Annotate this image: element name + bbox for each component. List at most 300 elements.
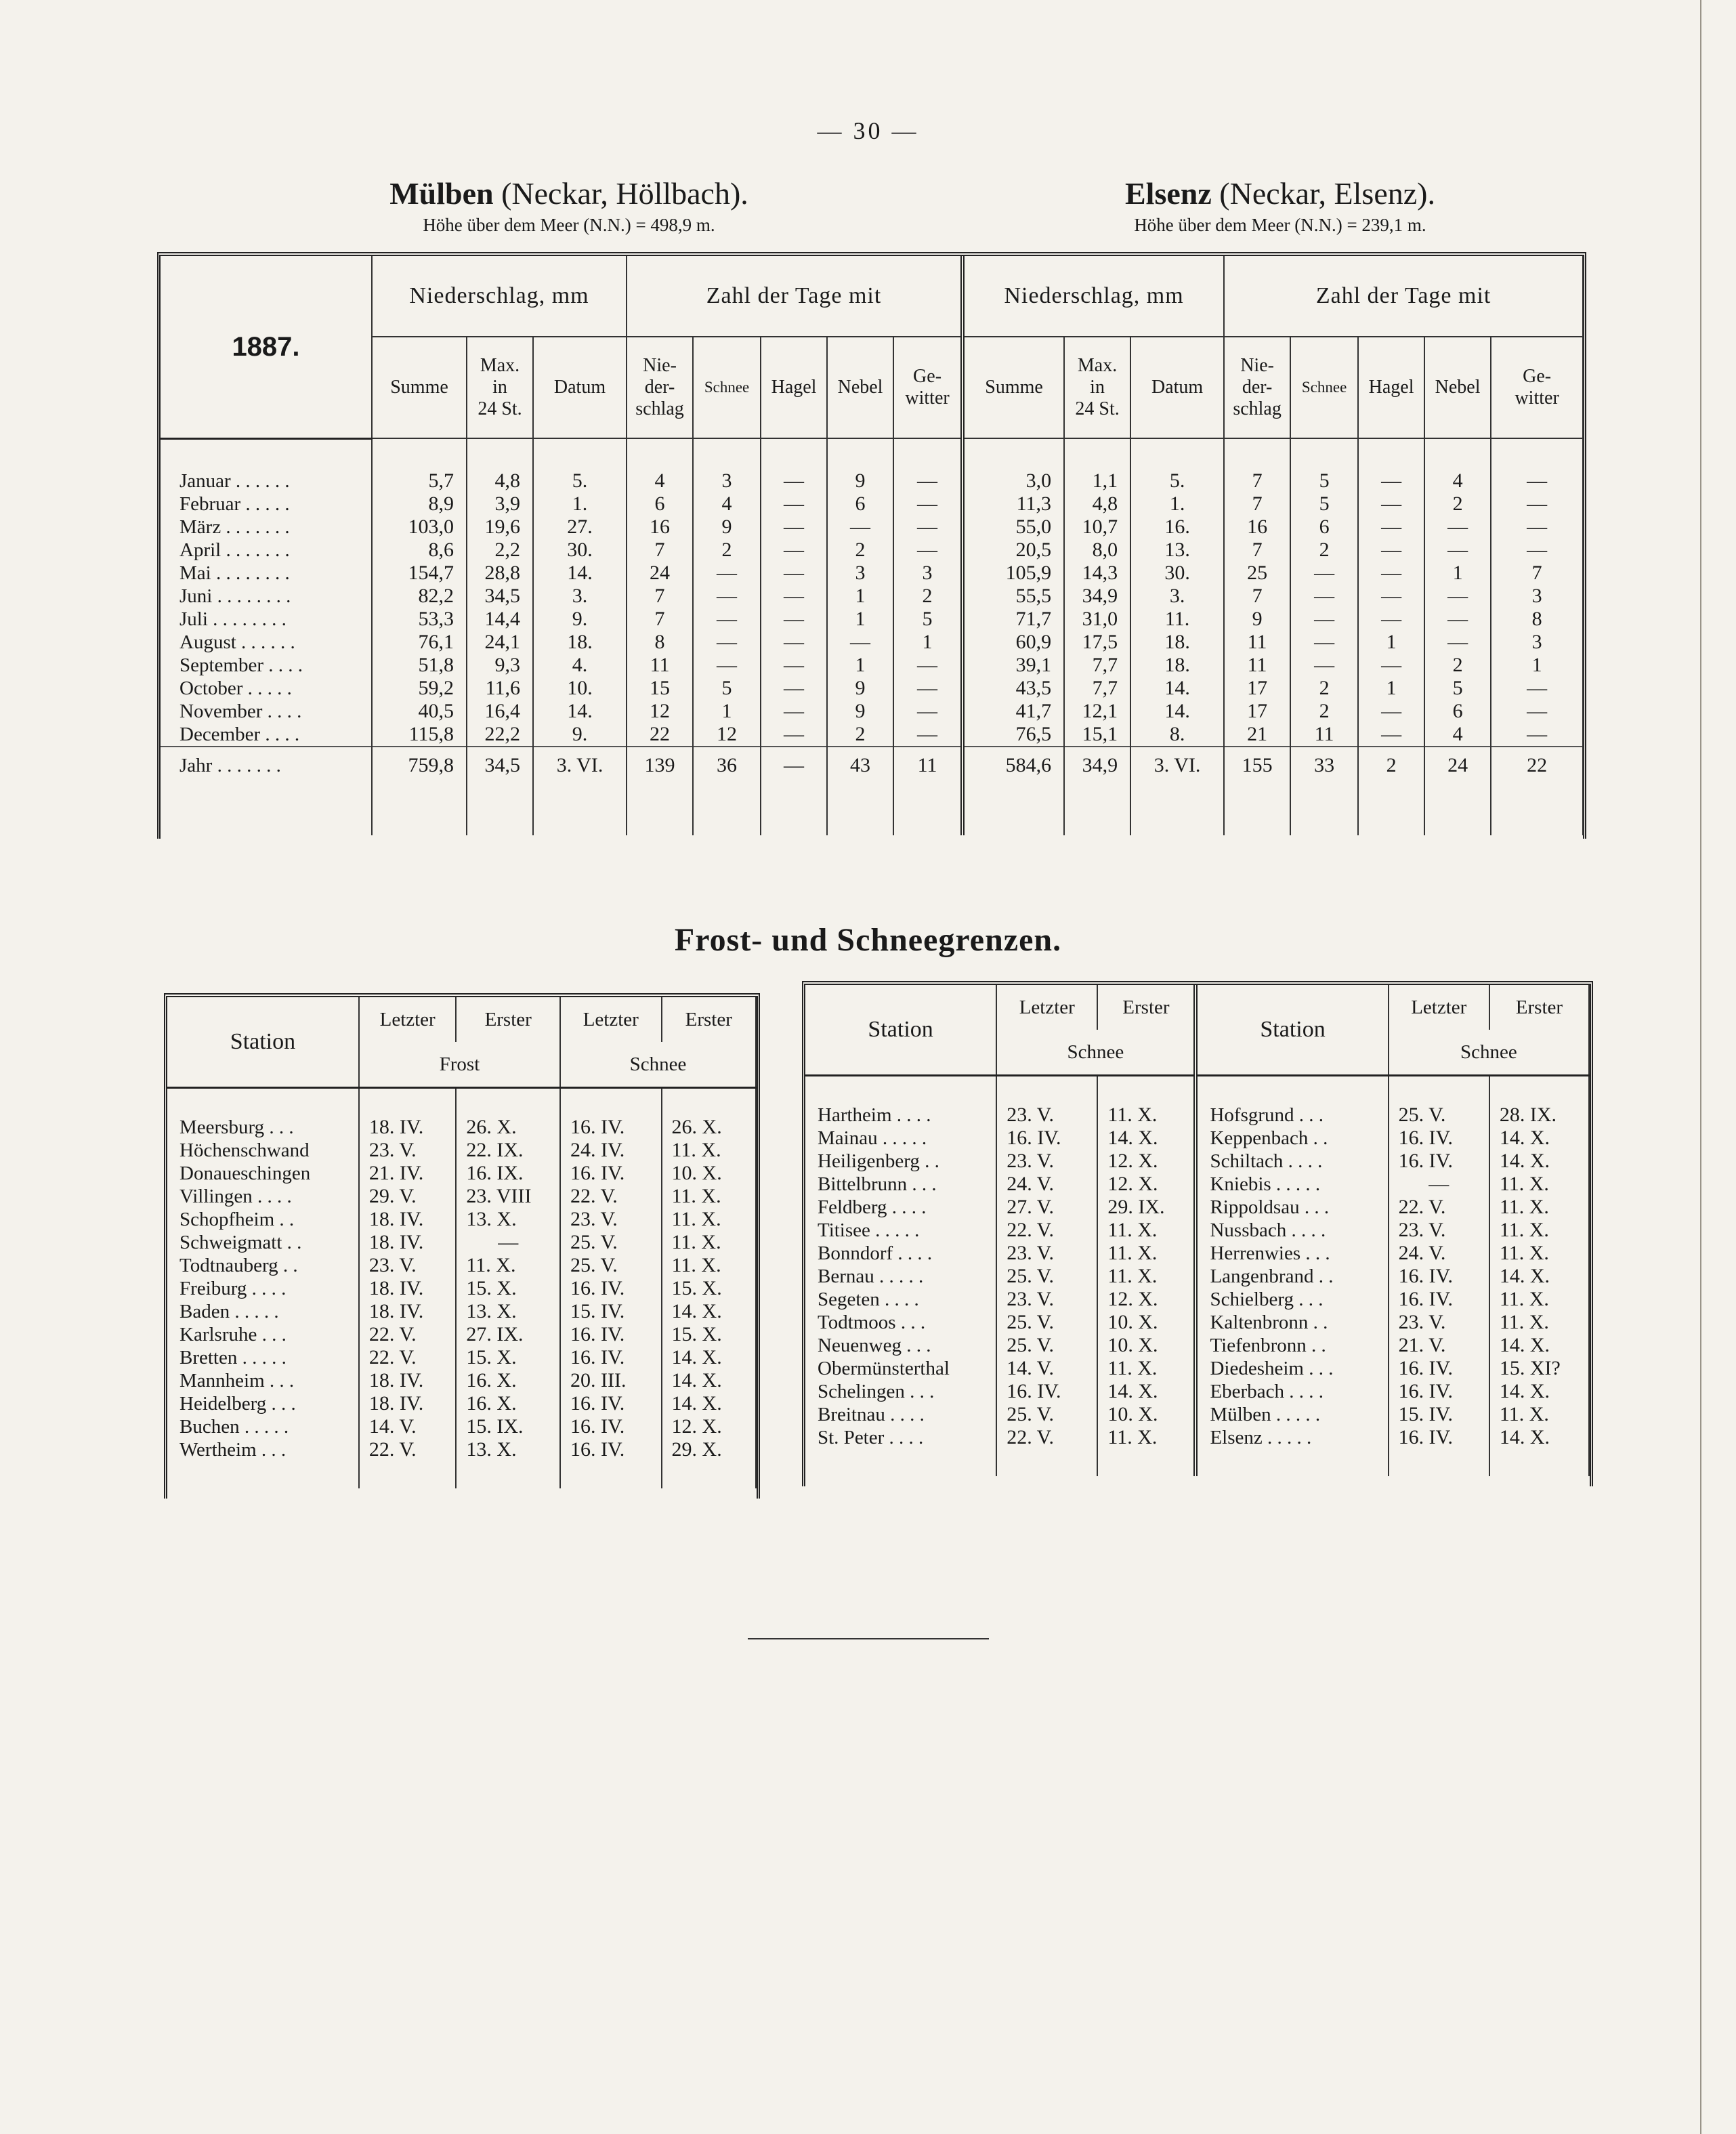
snow-last: 16. IV.	[1389, 1426, 1489, 1449]
cell-gewitter: 3	[1491, 585, 1583, 608]
col-max	[467, 337, 533, 438]
cell-summe: 8,9	[372, 493, 467, 516]
cell-max: 12,1	[1064, 700, 1130, 723]
cell-max: 34,9	[1064, 747, 1130, 784]
cell-niederschlag: 16	[627, 516, 693, 539]
group-days: Zahl der Tage mit	[627, 256, 962, 337]
table-row	[167, 1369, 756, 1392]
spacer-cell	[161, 438, 372, 469]
cell-nebel: 1	[827, 608, 893, 631]
month-label: April . . . . . . .	[161, 539, 372, 562]
col-gew-l2: witter	[905, 388, 950, 409]
table-row	[161, 700, 1583, 723]
cell-niederschlag: 139	[627, 747, 693, 784]
cell-schnee: 4	[693, 493, 761, 516]
cell-summe: 154,7	[372, 562, 467, 585]
cell-max: 17,5	[1064, 631, 1130, 654]
station-name: Mannheim . . .	[167, 1369, 359, 1392]
cell-hagel: —	[761, 516, 827, 539]
cell-hagel: —	[1358, 700, 1424, 723]
col-datum: Datum	[1130, 337, 1224, 438]
station-region: (Neckar, Höllbach).	[501, 176, 748, 211]
col-schnee: Schnee	[1290, 337, 1358, 438]
spacer-cell	[1224, 438, 1290, 469]
frost-first: 23. VIII	[456, 1185, 560, 1208]
table-row	[161, 608, 1583, 631]
station-name: Schiltach . . . .	[1195, 1150, 1388, 1173]
cell-schnee: —	[693, 585, 761, 608]
cell-niederschlag: 22	[627, 723, 693, 747]
spacer-cell	[359, 1088, 456, 1116]
station-name: Schopfheim . .	[167, 1208, 359, 1231]
precipitation-table-frame	[157, 252, 1586, 839]
snow-last: 16. IV.	[560, 1323, 662, 1346]
snow-first: 10. X.	[1097, 1311, 1195, 1334]
spacer-cell	[1064, 784, 1130, 835]
snow-first: 14. X.	[1097, 1380, 1195, 1403]
spacer-cell	[1130, 784, 1224, 835]
table-row	[167, 1415, 756, 1438]
station-name: Bittelbrunn . . .	[805, 1173, 996, 1196]
spacer-cell	[1290, 438, 1358, 469]
cell-gewitter: —	[893, 493, 962, 516]
snow-last: 25. V.	[560, 1254, 662, 1277]
snow-first: 12. X.	[1097, 1288, 1195, 1311]
spacer-cell	[1290, 784, 1358, 835]
cell-gewitter: —	[893, 723, 962, 747]
frost-last: 29. V.	[359, 1185, 456, 1208]
spacer-row	[805, 1076, 1589, 1104]
table-row	[167, 1231, 756, 1254]
station-name: Baden . . . . .	[167, 1300, 359, 1323]
table-row	[805, 1150, 1589, 1173]
station-name: Meersburg . . .	[167, 1116, 359, 1139]
group-precipitation: Niederschlag, mm	[962, 256, 1224, 337]
spacer-cell	[1389, 1449, 1489, 1476]
cell-gewitter: —	[1491, 469, 1583, 493]
cell-nebel: —	[1424, 631, 1491, 654]
cell-summe: 20,5	[962, 539, 1064, 562]
station-name: Hofsgrund . . .	[1195, 1104, 1388, 1127]
cell-max: 16,4	[467, 700, 533, 723]
cell-datum: 14.	[1130, 700, 1224, 723]
spacer-cell	[161, 784, 372, 835]
cell-max: 28,8	[467, 562, 533, 585]
cell-datum: 30.	[1130, 562, 1224, 585]
cell-max: 4,8	[1064, 493, 1130, 516]
table-row	[805, 1334, 1589, 1357]
cell-summe: 39,1	[962, 654, 1064, 677]
cell-datum: 18.	[1130, 654, 1224, 677]
table-row	[167, 1162, 756, 1185]
cell-max: 34,9	[1064, 585, 1130, 608]
cell-hagel: —	[761, 700, 827, 723]
month-label: Juli . . . . . . . .	[161, 608, 372, 631]
precipitation-table	[161, 256, 1584, 835]
spacer-row	[161, 784, 1583, 835]
cell-summe: 55,5	[962, 585, 1064, 608]
spacer-cell	[962, 784, 1064, 835]
col-max-l3: 24 St.	[478, 398, 522, 419]
spacer-cell	[1389, 1076, 1489, 1104]
table-row	[167, 1438, 756, 1461]
snow-last: 22. V.	[560, 1185, 662, 1208]
frost-last: 23. V.	[359, 1254, 456, 1277]
cell-datum: 3. VI.	[1130, 747, 1224, 784]
snow-last: 16. IV.	[560, 1415, 662, 1438]
month-label: August . . . . . .	[161, 631, 372, 654]
cell-datum: 16.	[1130, 516, 1224, 539]
station-name: Heiligenberg . .	[805, 1150, 996, 1173]
cell-niederschlag: 24	[627, 562, 693, 585]
table-row	[167, 1185, 756, 1208]
cell-gewitter: —	[1491, 700, 1583, 723]
frost-table-frame-right	[802, 981, 1593, 1486]
cell-gewitter: —	[893, 539, 962, 562]
snow-last: 15. IV.	[1389, 1403, 1489, 1426]
frost-first: 15. X.	[456, 1346, 560, 1369]
spacer-cell	[1358, 784, 1424, 835]
station-name: Obermünsterthal	[805, 1357, 996, 1380]
frost-first: 16. X.	[456, 1369, 560, 1392]
station-name: Breitnau . . . .	[805, 1403, 996, 1426]
cell-nebel: 2	[1424, 493, 1491, 516]
snow-last: 24. IV.	[560, 1139, 662, 1162]
col-summe: Summe	[372, 337, 467, 438]
cell-schnee: —	[693, 608, 761, 631]
frost-first: 16. IX.	[456, 1162, 560, 1185]
cell-hagel: —	[761, 677, 827, 700]
frost-last: 18. IV.	[359, 1208, 456, 1231]
cell-hagel: —	[761, 631, 827, 654]
col-max-l2: in	[1090, 377, 1105, 398]
table-row	[161, 747, 1583, 784]
station-name: Karlsruhe . . .	[167, 1323, 359, 1346]
cell-max: 2,2	[467, 539, 533, 562]
col-max-l3: 24 St.	[1075, 398, 1120, 419]
cell-nebel: 9	[827, 469, 893, 493]
col-erster: Erster	[456, 997, 560, 1042]
frost-first: 15. X.	[456, 1277, 560, 1300]
station-name: Schweigmatt . .	[167, 1231, 359, 1254]
cell-schnee: —	[1290, 562, 1358, 585]
cell-schnee: 5	[693, 677, 761, 700]
snow-first: 29. IX.	[1097, 1196, 1195, 1219]
table-row	[167, 1139, 756, 1162]
spacer-cell	[1491, 438, 1583, 469]
snow-last: 16. IV.	[996, 1380, 1097, 1403]
spacer-cell	[1358, 438, 1424, 469]
cell-hagel: —	[761, 608, 827, 631]
table-row	[161, 585, 1583, 608]
col-nied-l2: der-	[1242, 377, 1273, 398]
snow-first: 11. X.	[662, 1208, 756, 1231]
station-name: Heidelberg . . .	[167, 1392, 359, 1415]
spacer-cell	[372, 784, 467, 835]
precipitation-table-body	[161, 438, 1583, 835]
spacer-row	[805, 1449, 1589, 1476]
cell-gewitter: 3	[1491, 631, 1583, 654]
cell-schnee: 2	[1290, 677, 1358, 700]
cell-hagel: —	[1358, 562, 1424, 585]
cell-hagel: —	[1358, 469, 1424, 493]
table-row	[805, 1357, 1589, 1380]
col-nied-l3: schlag	[1233, 398, 1282, 419]
cell-nebel: —	[827, 631, 893, 654]
spacer-cell	[893, 438, 962, 469]
snow-first: 11. X.	[1489, 1403, 1589, 1426]
snow-last: 25. V.	[996, 1334, 1097, 1357]
cell-datum: 13.	[1130, 539, 1224, 562]
snow-first: 11. X.	[1489, 1196, 1589, 1219]
station-name: Todtnauberg . .	[167, 1254, 359, 1277]
cell-niederschlag: 7	[1224, 469, 1290, 493]
cell-schnee: —	[1290, 654, 1358, 677]
snow-first: 12. X.	[1097, 1173, 1195, 1196]
cell-datum: 5.	[1130, 469, 1224, 493]
cell-nebel: 1	[827, 585, 893, 608]
cell-datum: 1.	[533, 493, 627, 516]
table-row	[805, 1219, 1589, 1242]
frost-first: 27. IX.	[456, 1323, 560, 1346]
cell-summe: 105,9	[962, 562, 1064, 585]
station-name: Bonndorf . . . .	[805, 1242, 996, 1265]
cell-schnee: —	[693, 562, 761, 585]
station-name: Kniebis . . . . .	[1195, 1173, 1388, 1196]
spacer-cell	[1130, 438, 1224, 469]
spacer-cell	[560, 1088, 662, 1116]
snow-last: 16. IV.	[1389, 1127, 1489, 1150]
col-gewitter	[893, 337, 962, 438]
cell-nebel: 4	[1424, 723, 1491, 747]
spacer-cell	[533, 438, 627, 469]
cell-gewitter: 7	[1491, 562, 1583, 585]
cell-datum: 14.	[533, 562, 627, 585]
cell-summe: 5,7	[372, 469, 467, 493]
cell-max: 4,8	[467, 469, 533, 493]
table-row	[161, 516, 1583, 539]
table-row	[805, 1311, 1589, 1334]
cell-hagel: —	[761, 654, 827, 677]
snow-last: 25. V.	[996, 1265, 1097, 1288]
snow-last: 16. IV.	[560, 1392, 662, 1415]
station-name: Feldberg . . . .	[805, 1196, 996, 1219]
spacer-cell	[1491, 784, 1583, 835]
closing-rule	[748, 1638, 989, 1639]
snow-last: 16. IV.	[560, 1162, 662, 1185]
cell-gewitter: —	[1491, 516, 1583, 539]
snow-last: 16. IV.	[560, 1346, 662, 1369]
cell-gewitter: 8	[1491, 608, 1583, 631]
spacer-row	[167, 1088, 756, 1116]
cell-summe: 3,0	[962, 469, 1064, 493]
table-row	[161, 493, 1583, 516]
cell-datum: 3. VI.	[533, 747, 627, 784]
spacer-cell	[1424, 438, 1491, 469]
snow-first: 11. X.	[1097, 1426, 1195, 1449]
station-name: Wertheim . . .	[167, 1438, 359, 1461]
station-name: Keppenbach . .	[1195, 1127, 1388, 1150]
snow-last: —	[1389, 1173, 1489, 1196]
spacer-row	[167, 1461, 756, 1488]
spacer-cell	[1195, 1449, 1388, 1476]
frost-first: 13. X.	[456, 1300, 560, 1323]
table-row	[805, 1104, 1589, 1127]
spacer-cell	[359, 1461, 456, 1488]
cell-max: 31,0	[1064, 608, 1130, 631]
cell-max: 14,3	[1064, 562, 1130, 585]
cell-summe: 51,8	[372, 654, 467, 677]
cell-max: 24,1	[467, 631, 533, 654]
table-row	[167, 1116, 756, 1139]
cell-schnee: 9	[693, 516, 761, 539]
station-name: Hartheim . . . .	[805, 1104, 996, 1127]
cell-niederschlag: 7	[627, 608, 693, 631]
table-row	[161, 631, 1583, 654]
table-row	[805, 1380, 1589, 1403]
col-nied-l2: der-	[644, 377, 675, 398]
cell-schnee: 2	[1290, 700, 1358, 723]
col-summe: Summe	[962, 337, 1064, 438]
cell-nebel: —	[1424, 539, 1491, 562]
station-name: St. Peter . . . .	[805, 1426, 996, 1449]
cell-nebel: —	[1424, 608, 1491, 631]
station-name: Titisee . . . . .	[805, 1219, 996, 1242]
cell-datum: 9.	[533, 608, 627, 631]
snow-first: 10. X.	[1097, 1403, 1195, 1426]
frost-first: 13. X.	[456, 1208, 560, 1231]
snow-first: 28. IX.	[1489, 1104, 1589, 1127]
snow-first: 14. X.	[662, 1300, 756, 1323]
cell-datum: 9.	[533, 723, 627, 747]
cell-gewitter: —	[1491, 723, 1583, 747]
col-erster: Erster	[1489, 985, 1589, 1030]
cell-max: 34,5	[467, 585, 533, 608]
station-heading-elsenz	[1030, 175, 1531, 237]
cell-schnee: —	[1290, 585, 1358, 608]
col-schnee: Schnee	[693, 337, 761, 438]
station-name: Eberbach . . . .	[1195, 1380, 1388, 1403]
cell-nebel: 2	[827, 723, 893, 747]
cell-datum: 10.	[533, 677, 627, 700]
cell-schnee: 6	[1290, 516, 1358, 539]
col-gew-l1: Ge-	[913, 366, 942, 387]
cell-hagel: —	[1358, 608, 1424, 631]
cell-datum: 3.	[1130, 585, 1224, 608]
cell-summe: 59,2	[372, 677, 467, 700]
cell-hagel: —	[1358, 516, 1424, 539]
cell-niederschlag: 11	[1224, 631, 1290, 654]
cell-gewitter: —	[893, 677, 962, 700]
cell-niederschlag: 155	[1224, 747, 1290, 784]
station-title	[1030, 175, 1531, 213]
snow-first: 14. X.	[1489, 1380, 1589, 1403]
snow-first: 15. XI?	[1489, 1357, 1589, 1380]
frost-last: 14. V.	[359, 1415, 456, 1438]
station-title	[325, 175, 813, 213]
spacer-cell	[467, 438, 533, 469]
col-letzter: Letzter	[359, 997, 456, 1042]
cell-summe: 60,9	[962, 631, 1064, 654]
cell-schnee: —	[1290, 631, 1358, 654]
cell-datum: 8.	[1130, 723, 1224, 747]
cell-max: 34,5	[467, 747, 533, 784]
cell-datum: 27.	[533, 516, 627, 539]
snow-first: 29. X.	[662, 1438, 756, 1461]
cell-schnee: 11	[1290, 723, 1358, 747]
station-name: Mülben	[389, 176, 494, 211]
cell-gewitter: —	[1491, 539, 1583, 562]
snow-first: 14. X.	[1489, 1334, 1589, 1357]
frost-last: 18. IV.	[359, 1369, 456, 1392]
table-row	[161, 723, 1583, 747]
group-frost: Frost	[359, 1042, 560, 1088]
frost-last: 18. IV.	[359, 1392, 456, 1415]
cell-gewitter: 22	[1491, 747, 1583, 784]
frost-last: 18. IV.	[359, 1116, 456, 1139]
cell-max: 10,7	[1064, 516, 1130, 539]
cell-schnee: 33	[1290, 747, 1358, 784]
col-niederschlag	[1224, 337, 1290, 438]
col-letzter: Letzter	[1389, 985, 1489, 1030]
col-letzter: Letzter	[560, 997, 662, 1042]
group-schnee: Schnee	[1389, 1030, 1589, 1076]
snow-first: 11. X.	[1489, 1173, 1589, 1196]
snow-last: 16. IV.	[560, 1438, 662, 1461]
frost-last: 21. IV.	[359, 1162, 456, 1185]
station-name: Buchen . . . . .	[167, 1415, 359, 1438]
spacer-cell	[467, 784, 533, 835]
spacer-cell	[893, 784, 962, 835]
cell-hagel: 2	[1358, 747, 1424, 784]
cell-schnee: —	[1290, 608, 1358, 631]
frost-first: 13. X.	[456, 1438, 560, 1461]
cell-niederschlag: 12	[627, 700, 693, 723]
cell-nebel: 43	[827, 747, 893, 784]
cell-nebel: 6	[1424, 700, 1491, 723]
station-name: Kaltenbronn . .	[1195, 1311, 1388, 1334]
col-hagel: Hagel	[761, 337, 827, 438]
table-row	[161, 562, 1583, 585]
cell-summe: 115,8	[372, 723, 467, 747]
cell-nebel: 1	[1424, 562, 1491, 585]
frost-table-right	[805, 985, 1590, 1476]
station-name: Elsenz	[1125, 176, 1212, 211]
snow-first: 14. X.	[1489, 1127, 1589, 1150]
cell-gewitter: 1	[893, 631, 962, 654]
snow-first: 11. X.	[1097, 1265, 1195, 1288]
station-name: Nussbach . . . .	[1195, 1219, 1388, 1242]
frost-first: 11. X.	[456, 1254, 560, 1277]
spacer-cell	[533, 784, 627, 835]
cell-nebel: 4	[1424, 469, 1491, 493]
spacer-cell	[827, 438, 893, 469]
cell-schnee: 2	[693, 539, 761, 562]
spacer-cell	[627, 438, 693, 469]
cell-datum: 30.	[533, 539, 627, 562]
cell-niederschlag: 25	[1224, 562, 1290, 585]
snow-last: 25. V.	[1389, 1104, 1489, 1127]
snow-last: 24. V.	[1389, 1242, 1489, 1265]
spacer-cell	[662, 1088, 756, 1116]
cell-hagel: —	[1358, 493, 1424, 516]
snow-first: 11. X.	[662, 1139, 756, 1162]
cell-hagel: —	[761, 562, 827, 585]
snow-last: 16. IV.	[996, 1127, 1097, 1150]
month-label: September . . . .	[161, 654, 372, 677]
spacer-cell	[560, 1461, 662, 1488]
cell-max: 8,0	[1064, 539, 1130, 562]
